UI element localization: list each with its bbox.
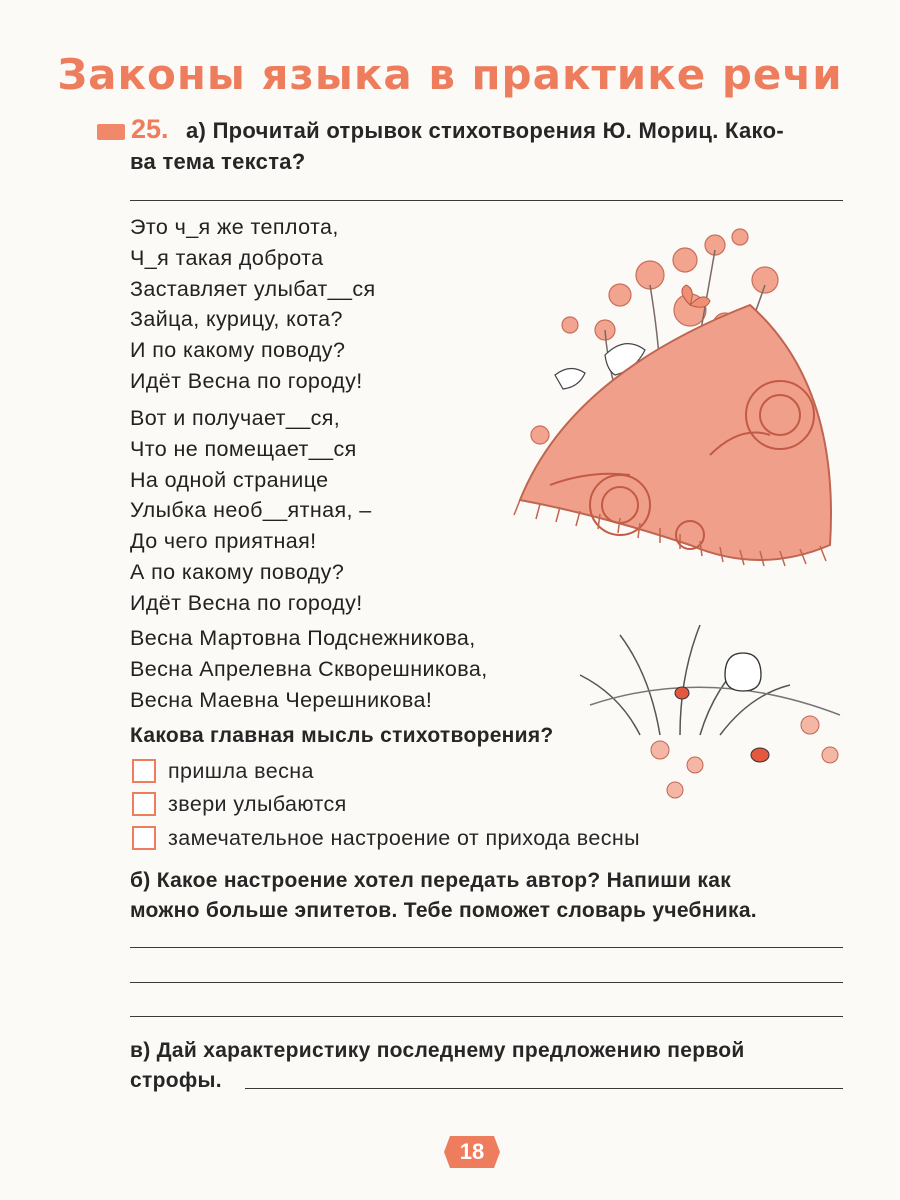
poem-line: Идёт Весна по городу! xyxy=(130,590,363,615)
checkbox[interactable] xyxy=(132,826,156,850)
poem-line: Что не помещает__ся xyxy=(130,436,357,461)
option-row[interactable] xyxy=(132,757,314,785)
poem-line: На одной странице xyxy=(130,467,329,492)
option-label: звери улыбаются xyxy=(168,791,347,816)
answer-line-a[interactable] xyxy=(130,200,843,201)
checkbox[interactable] xyxy=(132,792,156,816)
page-number: 18 xyxy=(459,1139,485,1164)
ground xyxy=(590,687,840,715)
question-b-line2: можно больше эпитетов. Тебе поможет словарь учебника. xyxy=(130,899,757,922)
question-b-line1: б) Какое настроение хотел передать автор? Напиши как xyxy=(130,869,732,892)
task-number: 25. xyxy=(131,114,169,144)
option-row[interactable] xyxy=(132,824,640,852)
poem-line: Ч_я такая доброта xyxy=(130,245,324,270)
poem-line: Весна Мартовна Подснежникова, xyxy=(130,626,476,650)
poem-stanza-3 xyxy=(130,623,488,715)
checkbox[interactable] xyxy=(132,759,156,783)
option-label: пришла весна xyxy=(168,758,314,783)
poem-line: Вот и получает__ся, xyxy=(130,406,341,430)
chick-icon xyxy=(725,653,761,691)
poem-stanza-2 xyxy=(130,403,372,619)
poem-line: Это ч_я же теплота, xyxy=(130,215,339,239)
spring-shawl-illustration xyxy=(510,215,860,815)
poem-line: До чего приятная! xyxy=(130,529,317,554)
poem-line: И по какому поводу? xyxy=(130,338,346,363)
shawl-shape xyxy=(520,305,831,560)
poem-line: Весна Апрелевна Скворешникова, xyxy=(130,656,488,681)
poem-line: Идёт Весна по городу! xyxy=(130,368,363,393)
question-c-line2: строфы. xyxy=(130,1069,222,1092)
poem-line: Зайца, курицу, кота? xyxy=(130,307,343,332)
task-marker xyxy=(97,124,125,140)
answer-line-b3[interactable] xyxy=(130,1016,843,1017)
question-a-line1: а) Прочитай отрывок стихотворения Ю. Мориц. Како- xyxy=(186,118,784,143)
answer-line-c[interactable] xyxy=(245,1088,843,1089)
option-label: замечательное настроение от прихода весны xyxy=(168,825,640,850)
poem-stanza-1 xyxy=(130,212,376,397)
page-title: Законы языка в практике речи xyxy=(57,50,843,99)
answer-line-b2[interactable] xyxy=(130,982,843,983)
main-thought-question: Какова главная мысль стихотворения? xyxy=(130,724,554,747)
poem-line: Улыбка необ__ятная, – xyxy=(130,498,372,523)
poem-line: Заставляет улыбат__ся xyxy=(130,276,376,301)
ladybug-icon xyxy=(675,687,769,762)
small-flowers xyxy=(651,716,838,798)
poem-line: А по какому поводу? xyxy=(130,559,345,584)
answer-line-b1[interactable] xyxy=(130,947,843,948)
option-row[interactable] xyxy=(132,790,347,818)
poem-line: Весна Маевна Черешникова! xyxy=(130,687,433,712)
question-a-line2: ва тема текста? xyxy=(130,149,306,174)
question-c-line1: в) Дай характеристику последнему предложению первой xyxy=(130,1039,745,1062)
